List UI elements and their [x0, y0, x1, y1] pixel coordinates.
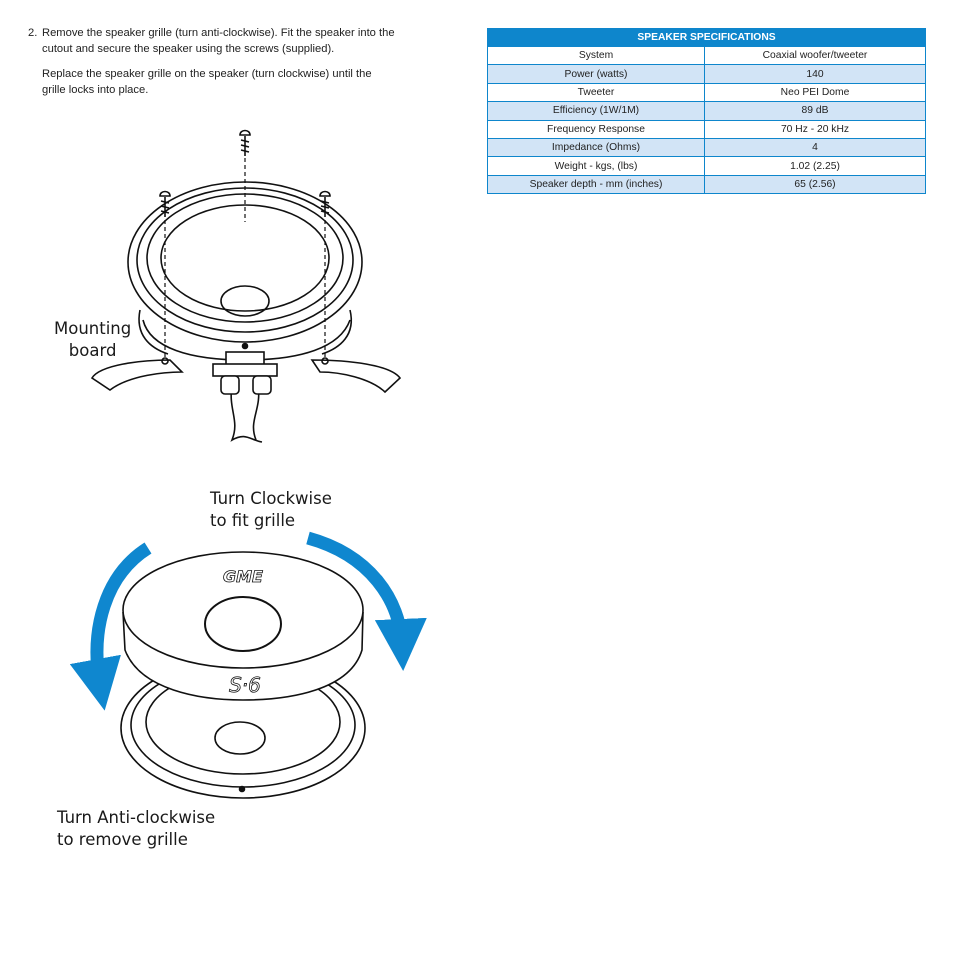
clockwise-label: Turn Clockwise to fit grille	[210, 489, 332, 530]
table-row	[488, 138, 926, 156]
spec-value: 1.02 (2.25)	[705, 157, 926, 175]
spec-label: Tweeter	[488, 83, 705, 101]
spec-value: 4	[705, 138, 926, 156]
spec-value: Neo PEI Dome	[705, 83, 926, 101]
table-title: SPEAKER SPECIFICATIONS	[488, 29, 926, 47]
step-text: Remove the speaker grille (turn anti-clockwise). Fit the speaker into the cutout and secure the speaker using the screws (supplied).	[42, 27, 395, 55]
grille-brand-logo: GME	[223, 567, 263, 586]
spec-label: Power (watts)	[488, 65, 705, 83]
table-row	[488, 175, 926, 193]
spec-value: 70 Hz - 20 kHz	[705, 120, 926, 138]
table-row	[488, 83, 926, 101]
speaker-specifications-table	[487, 28, 926, 194]
spec-label: System	[488, 47, 705, 65]
anticlockwise-label: Turn Anti-clockwise to remove grille	[57, 808, 216, 849]
grille-model-logo: S·6	[229, 673, 261, 697]
step-note: Replace the speaker grille on the speaker (turn clockwise) until the grille locks into place.	[42, 68, 372, 96]
table-row	[488, 102, 926, 120]
spec-value: 65 (2.56)	[705, 175, 926, 193]
table-row	[488, 157, 926, 175]
table-row	[488, 120, 926, 138]
spec-label: Impedance (Ohms)	[488, 138, 705, 156]
spec-value: 140	[705, 65, 926, 83]
spec-label: Speaker depth - mm (inches)	[488, 175, 705, 193]
screw-icon	[240, 131, 250, 157]
step-number: 2.	[28, 27, 38, 39]
step-2	[28, 25, 398, 57]
mounting-diagram	[92, 131, 400, 443]
table-row	[488, 65, 926, 83]
table-row	[488, 47, 926, 65]
speaker-illustration	[0, 110, 470, 870]
mounting-board-label: Mounting board	[54, 319, 132, 360]
spec-label: Efficiency (1W/1M)	[488, 102, 705, 120]
spec-label: Frequency Response	[488, 120, 705, 138]
spec-label: Weight - kgs, (lbs)	[488, 157, 705, 175]
spec-value: 89 dB	[705, 102, 926, 120]
spec-value: Coaxial woofer/tweeter	[705, 47, 926, 65]
installation-instructions	[28, 25, 398, 98]
